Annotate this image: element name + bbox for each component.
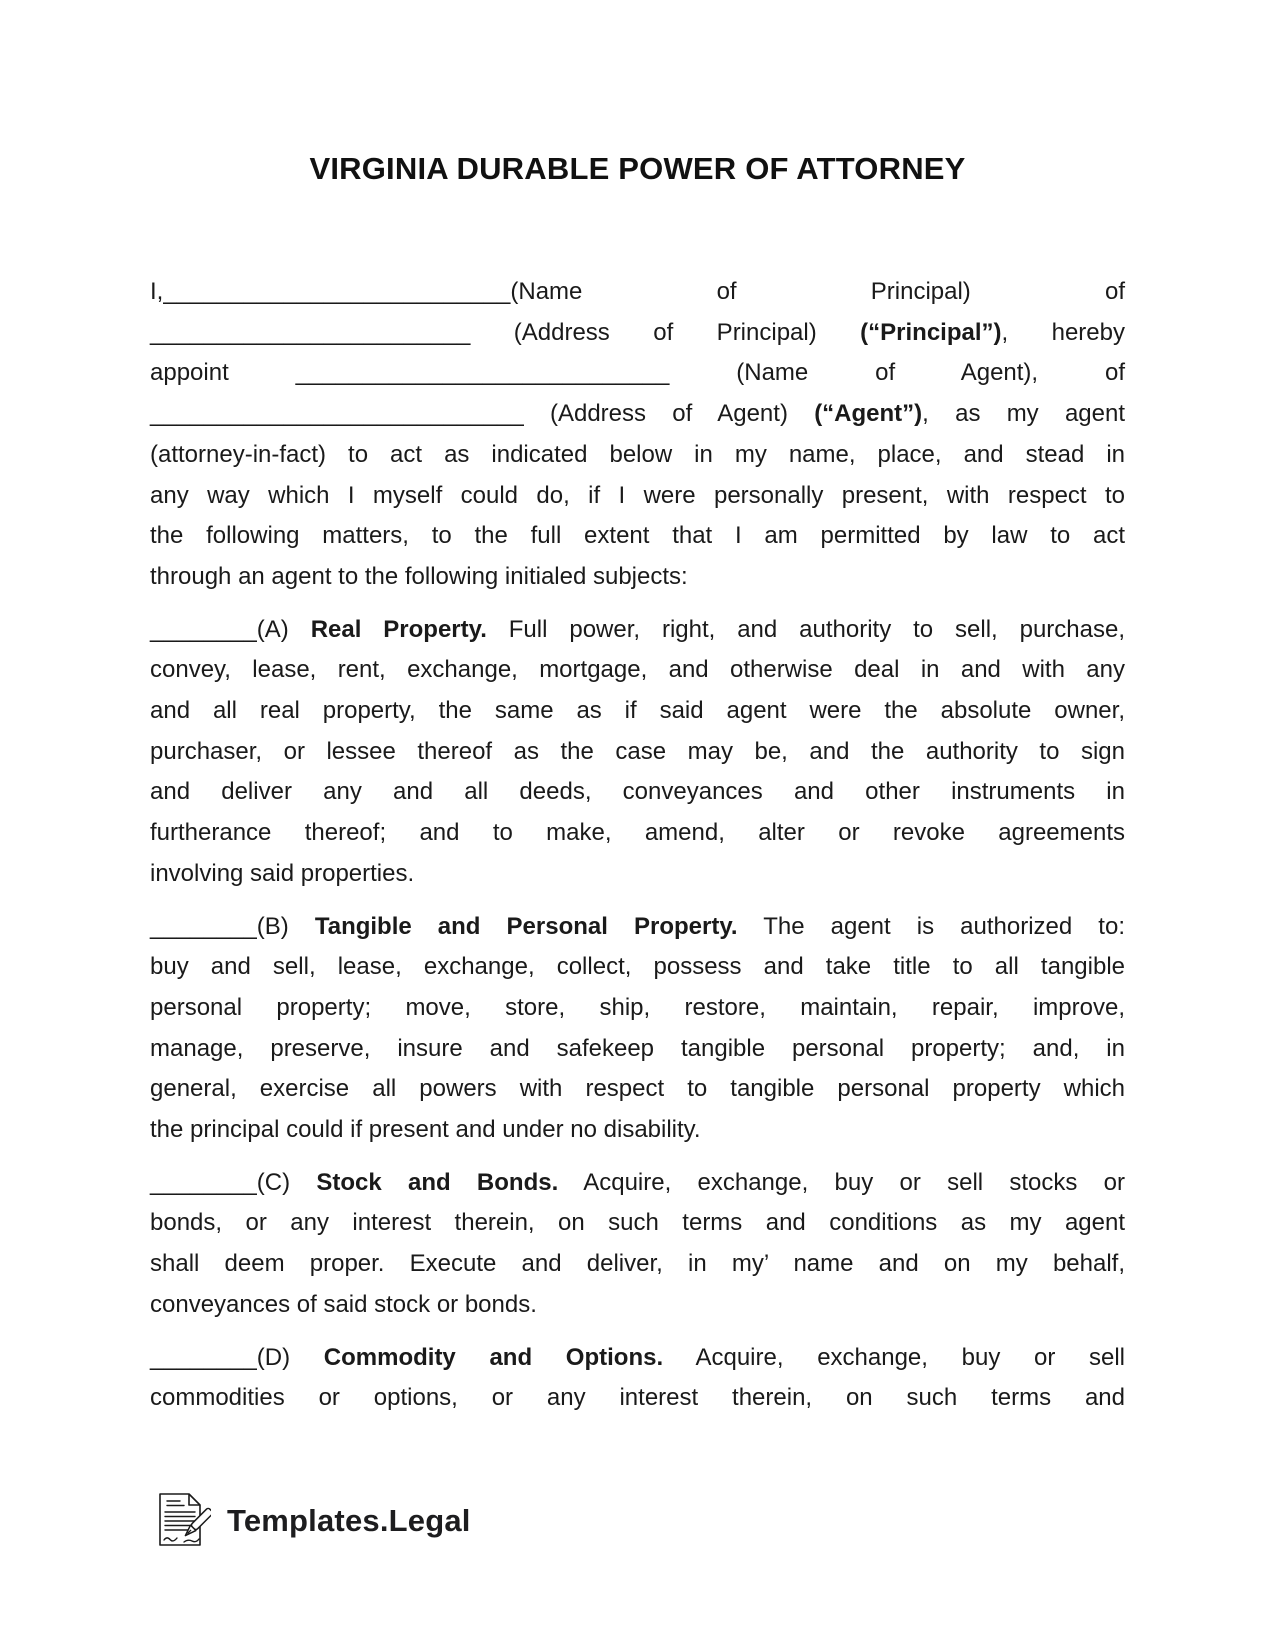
document-body (150, 272, 1125, 1419)
text-line (150, 988, 1125, 1029)
text-segment: manage, preserve, insure and safekeep tangible personal property; and, in (150, 1034, 1125, 1062)
text-segment: general, exercise all powers with respect to tangible personal property which (150, 1075, 1125, 1103)
text-segment: ____________________________ (Address of Agent) (150, 400, 815, 428)
text-line (150, 947, 1125, 988)
text-segment: any way which I myself could do, if I were personally present, with respect to (150, 481, 1125, 509)
text-line (150, 1203, 1125, 1244)
text-segment: buy and sell, lease, exchange, collect, possess and take title to all tangible (150, 953, 1125, 981)
text-segment: appoint ____________________________ (Name of Agent), of (150, 359, 1125, 387)
text-segment: the principal could if present and under no disability. (150, 1116, 701, 1144)
bold-text-segment: (“Agent”) (814, 400, 923, 428)
text-segment: and all real property, the same as if said agent were the absolute owner, (150, 697, 1125, 725)
text-line (150, 1285, 1125, 1326)
document-pen-icon (153, 1492, 211, 1550)
text-line (150, 691, 1125, 732)
text-segment: ________(D) (150, 1343, 324, 1371)
text-segment: Full power, right, and authority to sell, purchase, (486, 615, 1125, 643)
text-line (150, 394, 1125, 435)
text-line (150, 353, 1125, 394)
text-line (150, 772, 1125, 813)
bold-text-segment: Commodity and Options. (323, 1343, 664, 1371)
text-segment: bonds, or any interest therein, on such terms and conditions as my agent (150, 1209, 1125, 1237)
text-segment: ________________________ (Address of Principal) (150, 318, 861, 346)
text-segment: , as my agent (922, 400, 1125, 428)
text-line (150, 1110, 1125, 1151)
bold-text-segment: Stock and Bonds. (316, 1168, 559, 1196)
footer-logo (153, 1492, 471, 1550)
text-segment: The agent is authorized to: (737, 912, 1125, 940)
text-segment: Acquire, exchange, buy or sell stocks or (558, 1168, 1126, 1196)
text-line (150, 1338, 1125, 1379)
brand-name: Templates.Legal (227, 1503, 471, 1538)
text-line (150, 1244, 1125, 1285)
text-segment: conveyances of said stock or bonds. (150, 1290, 537, 1318)
text-line (150, 610, 1125, 651)
text-segment: shall deem proper. Execute and deliver, in my’ name and on my behalf, (150, 1250, 1125, 1278)
text-line (150, 854, 1125, 895)
text-segment: purchaser, or lessee thereof as the case may be, and the authority to sign (150, 737, 1125, 765)
text-line (150, 476, 1125, 517)
bold-text-segment: Real Property. (310, 615, 487, 643)
text-segment: convey, lease, rent, exchange, mortgage, and otherwise deal in and with any (150, 656, 1125, 684)
text-segment: personal property; move, store, ship, restore, maintain, repair, improve, (150, 993, 1125, 1021)
document-title: VIRGINIA DURABLE POWER OF ATTORNEY (309, 151, 966, 186)
text-segment: ________(B) (150, 912, 315, 940)
text-segment: ________(C) (150, 1168, 317, 1196)
paragraph-section-d-commodity-and-options (150, 1338, 1125, 1419)
text-segment: through an agent to the following initialed subjects: (150, 562, 688, 590)
text-segment: and deliver any and all deeds, conveyances and other instruments in (150, 778, 1125, 806)
text-line (150, 313, 1125, 354)
text-segment: furtherance thereof; and to make, amend, alter or revoke agreements (150, 819, 1125, 847)
text-segment: ________(A) (150, 615, 311, 643)
text-line (150, 1029, 1125, 1070)
paragraph-opening (150, 272, 1125, 598)
text-line (150, 650, 1125, 691)
text-segment: the following matters, to the full extent that I am permitted by law to act (150, 522, 1125, 550)
text-line (150, 516, 1125, 557)
text-line (150, 435, 1125, 476)
text-line (150, 1378, 1125, 1419)
text-line (150, 557, 1125, 598)
paragraph-section-a-real-property (150, 610, 1125, 895)
paragraph-section-c-stock-and-bonds (150, 1163, 1125, 1326)
text-segment: I,__________________________(Name of Principal) of (150, 278, 1125, 305)
text-segment: involving said properties. (150, 859, 415, 887)
text-line (150, 813, 1125, 854)
text-line (150, 272, 1125, 313)
text-segment: (attorney-in-fact) to act as indicated below in my name, place, and stead in (150, 440, 1125, 468)
text-segment: Acquire, exchange, buy or sell (663, 1343, 1126, 1371)
text-line (150, 907, 1125, 948)
text-segment: commodities or options, or any interest therein, on such terms and (150, 1384, 1125, 1412)
bold-text-segment: Tangible and Personal Property. (314, 912, 738, 940)
text-line (150, 732, 1125, 773)
bold-text-segment: (“Principal”) (860, 318, 1002, 346)
text-line (150, 1163, 1125, 1204)
text-segment: , hereby (1001, 318, 1125, 346)
text-line (150, 1069, 1125, 1110)
paragraph-section-b-tangible-personal-property (150, 907, 1125, 1151)
